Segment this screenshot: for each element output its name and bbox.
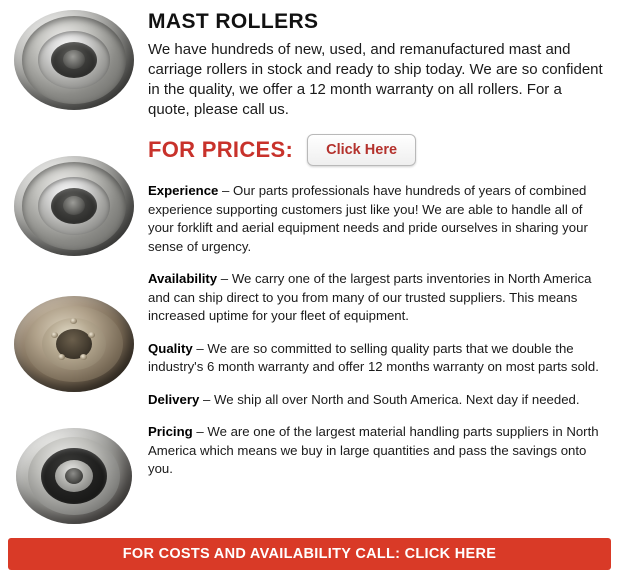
feature-text: We are so committed to selling quality parts that we double the industry's 6 month warranty and offer 12 months warranty on most parts sold. [148,340,599,374]
feature-dash: – [192,424,208,439]
feature-label: Delivery [148,391,200,407]
click-here-button[interactable]: Click Here [307,134,416,166]
roller-bolt [51,332,58,338]
for-prices-heading: FOR PRICES: [148,137,294,162]
feature-text: We carry one of the largest parts inventories in North America and can ship direct to you from many of our trusted suppliers. This means increased uptime for your fleet of equipment. [148,271,592,323]
cta-call-bar[interactable] [8,538,611,570]
feature-delivery [148,391,605,410]
intro-paragraph: We have hundreds of new, used, and remanufactured mast and carriage rollers in stock and ready to ship today. We are so confident in the quality, we offer a 12 month warranty on all rollers. For a quote, please call us. [148,41,603,118]
feature-dash: – [192,340,208,356]
roller-photo-1 [8,4,140,116]
feature-label: Availability [148,271,218,286]
feature-dash: – [218,183,234,198]
feature-availability [148,270,605,326]
roller-photo-2 [8,150,140,262]
roller-bolt [80,354,87,360]
feature-dash: – [199,391,214,407]
roller-bore [63,50,85,69]
feature-label: Experience [148,183,219,198]
page-title: MAST ROLLERS [148,10,319,33]
feature-text: Our parts professionals have hundreds of years of combined experience supporting customers just like you! We are able to handle all of your forklift and aerial equipment needs and pride ourselves in sharing your sense of urgency. [148,183,588,254]
roller-bore [63,196,85,215]
roller-bolt [70,318,77,324]
feature-label: Pricing [148,424,193,439]
roller-image-column [0,0,148,530]
roller-bore [65,468,83,484]
feature-text: We are one of the largest material handling parts suppliers in North America which means we buy in large quantities and pass the savings onto you. [148,424,599,476]
roller-photo-3 [8,288,140,400]
feature-experience [148,182,605,256]
cta-label: FOR COSTS AND AVAILABILITY CALL: CLICK HERE [122,546,497,562]
feature-dash: – [217,271,232,286]
feature-pricing [148,423,605,479]
roller-bolt [88,332,95,338]
content-column [148,0,619,493]
feature-quality [148,340,605,377]
roller-photo-4 [8,420,140,532]
roller-bolt [58,354,65,360]
feature-text: We ship all over North and South America. Next day if needed. [214,391,580,407]
feature-label: Quality [148,340,193,356]
prices-row [148,134,605,166]
